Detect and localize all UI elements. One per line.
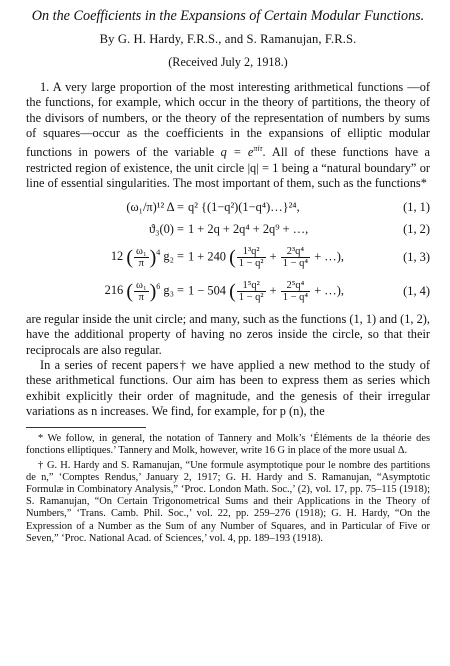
equation-1-2: ϑ₃(0) = 1 + 2q + 2q⁴ + 2q⁹ + …, (1, 2)	[149, 221, 430, 236]
footnotes	[26, 433, 430, 545]
paragraph-3: In a series of recent papers† we have applied a new method to the study of these arithmetical functions. Our aim has been to express them as series which exhibit explicitly their order of magnitude, and the genesis of their irregular variations as n increases. We find, for example, for p (n), the	[26, 358, 430, 418]
footnote-1: * We follow, in general, the notation of Tannery and Molk’s ‘Éléments de la théorie des fonctions elliptiques.’ Tannery and Molk, however, write 16 G in place of the more usual Δ.	[26, 433, 430, 457]
paragraph-2: are regular inside the unit circle; and many, such as the functions (1, 1) and (1, 2), have the additional property of having no zeros inside the circle, so that their reciprocals are also regular.	[26, 312, 430, 357]
equation-number: (1, 2)	[403, 221, 430, 236]
paper-authors: By G. H. Hardy, F.R.S., and S. Ramanujan, F.R.S.	[99, 32, 357, 46]
exponent: πiτ	[253, 144, 263, 154]
body-text	[26, 80, 430, 419]
equation-number: (1, 3)	[403, 249, 430, 264]
equation-number: (1, 1)	[403, 199, 430, 214]
received-date: (Received July 2, 1918.)	[168, 55, 288, 69]
equation-block	[26, 196, 430, 308]
footnote-rule	[26, 427, 146, 428]
paper-title: On the Coefficients in the Expansions of Certain Modular Functions.	[31, 8, 425, 24]
equation-1-3: 12 ( $\frac{\text{ω₁}}{\pi}$ )$^4$ g₂ = 1 + 240 ( $\frac{\text{1³q²}}{\text{1 − q²}}$ + $\frac{\text{2³q⁴}}{\text{1 − q⁴}}$ + …), (1, 3)	[110, 245, 430, 270]
equation-1-4: 216 ( $\frac{\text{ω₁}}{\pi}$ )$^6$ g₃ = 1 − 504 ( $\frac{\text{1⁵q²}}{\text{1 − q²}}$ + $\frac{\text{2⁵q⁴}}{\text{1 − q⁴}}$ + …), (1, 4)	[104, 279, 430, 304]
variable-q: q = e	[220, 145, 254, 160]
equation-number: (1, 4)	[403, 283, 430, 298]
footnote-2: † G. H. Hardy and S. Ramanujan, “Une formule asymptotique pour le nombre des partitions de n,” ‘Comptes Rendus,’ January 2, 1917; G. H. Hardy and S. Ramanujan, “Asymptotic Formulæ in Combinatory Analysis,” ‘Proc. London Math. Soc.,’ (2), vol. 17, pp. 75–115 (1918); S. Ramanujan, “On Certain Trigonometrical Sums and their Applications in the Theory of Numbers,” ‘Trans. Camb. Phil. Soc.,’ vol. 22, pp. 259–276 (1918); G. H. Hardy, “On the Expression of a Number as the Sum of any Number of Squares, and in Particular of Five or Seven,” ‘Proc. National Acad. of Sciences,’ vol. 4, pp. 189–193 (1918).	[26, 459, 430, 544]
equation-1-1: (ω₁/π)¹² Δ = q² {(1−q²)(1−q⁴)…}²⁴, (1, 1)	[126, 199, 430, 214]
paragraph-1: 1. A very large proportion of the most interesting arithmetical functions —of the functions, for example, which occur in the theory of partitions, the theory of the divisors of numbers, or the theory of the representation of numbers by sums of squares—occur as the coefficients in the expansions of elliptic modular functions in powers of the variable $q = e^{\pi i\tau}$. All of these functions have a restricted region of existence, the unit circle |q| = 1 being a “natural boundary” or line of essential singularities. The most important of them, such as the functions*	[26, 80, 430, 190]
